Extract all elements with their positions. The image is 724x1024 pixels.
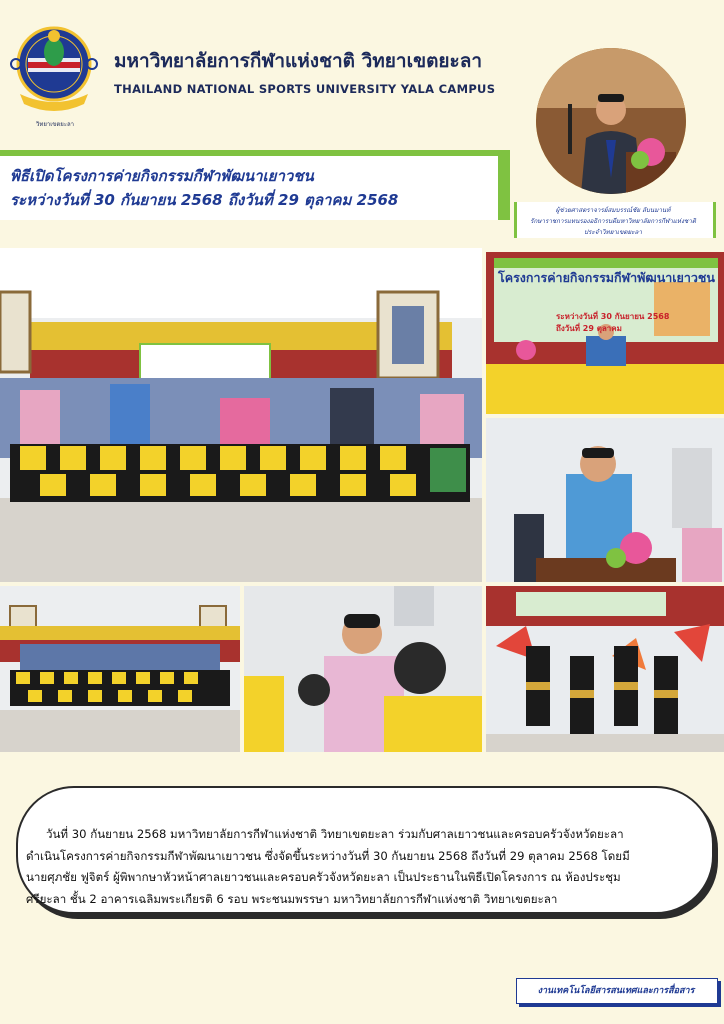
banner-title: โครงการค่ายกิจกรรมกีฬาพัฒนาเยาวชน xyxy=(498,270,715,285)
university-name-thai: มหาวิทยาลัยการกีฬาแห่งชาติ วิทยาเขตยะลา xyxy=(114,50,483,72)
page-title-line2: ระหว่างวันที่ 30 กันยายน 2568 ถึงวันที่ 29 ตุลาคม 2568 xyxy=(10,191,399,209)
stage-banner-photo xyxy=(486,252,724,414)
university-logo xyxy=(8,14,100,122)
speaker-podium-photo xyxy=(486,418,724,582)
portrait-caption-position: รักษาราชการแทนรองอธิการบดีมหาวิทยาลัยการกีฬาแห่งชาติ xyxy=(530,218,696,225)
page-title-line1: พิธีเปิดโครงการค่ายกิจกรรมกีฬาพัฒนาเยาวชน xyxy=(10,167,314,185)
description-line4: ศรียะลา ชั้น 2 อาคารเฉลิมพระเกียรติ 6 รอบ พระชนมพรรษา มหาวิทยาลัยการกีฬาแห่งชาติ วิทยาเขตยะลา xyxy=(26,891,558,906)
description-line1: วันที่ 30 กันยายน 2568 มหาวิทยาลัยการกีฬาแห่งชาติ วิทยาเขตยะลา ร่วมกับศาลเยาวชนและครอบครัวจังหวัดยะลา xyxy=(46,827,624,841)
speaker-portrait xyxy=(536,48,686,194)
description-text xyxy=(26,824,698,910)
logo-caption: วิทยาเขตยะลา xyxy=(36,121,75,128)
banner-date-end: ถึงวันที่ 29 ตุลาคม xyxy=(556,324,622,333)
footer-department: งานเทคโนโลยีสารสนเทศและการสื่อสาร xyxy=(537,986,695,996)
banner-date-start: ระหว่างวันที่ 30 กันยายน 2568 xyxy=(556,312,670,321)
group-photo-main xyxy=(0,248,482,582)
university-name-english: THAILAND NATIONAL SPORTS UNIVERSITY YALA CAMPUS xyxy=(114,82,496,96)
description-line3: นายศุภชัย ฟูจิตร์ ผู้พิพากษาหัวหน้าศาลเยาวชนและครอบครัวจังหวัดยะลา เป็นประธานในพิธีเปิดโครงการ ณ ห้องประชุม xyxy=(26,870,621,884)
description-line2: ดำเนินโครงการค่ายกิจกรรมกีฬาพัฒนาเยาวชน ซึ่งจัดขึ้นระหว่างวันที่ 30 กันยายน 2568 ถึงวันที่ 29 ตุลาคม 2568 โดยมี xyxy=(26,848,630,863)
group-photo-small xyxy=(0,586,240,752)
portrait-caption-campus: ประจำวิทยาเขตยะลา xyxy=(584,229,642,236)
portrait-caption-name: ผู้ช่วยศาสตราจารย์สมบรรณ์ชัย ลับนมานท์ xyxy=(555,207,671,214)
youth-interaction-photo xyxy=(244,586,482,752)
dance-performance-photo xyxy=(486,586,724,752)
